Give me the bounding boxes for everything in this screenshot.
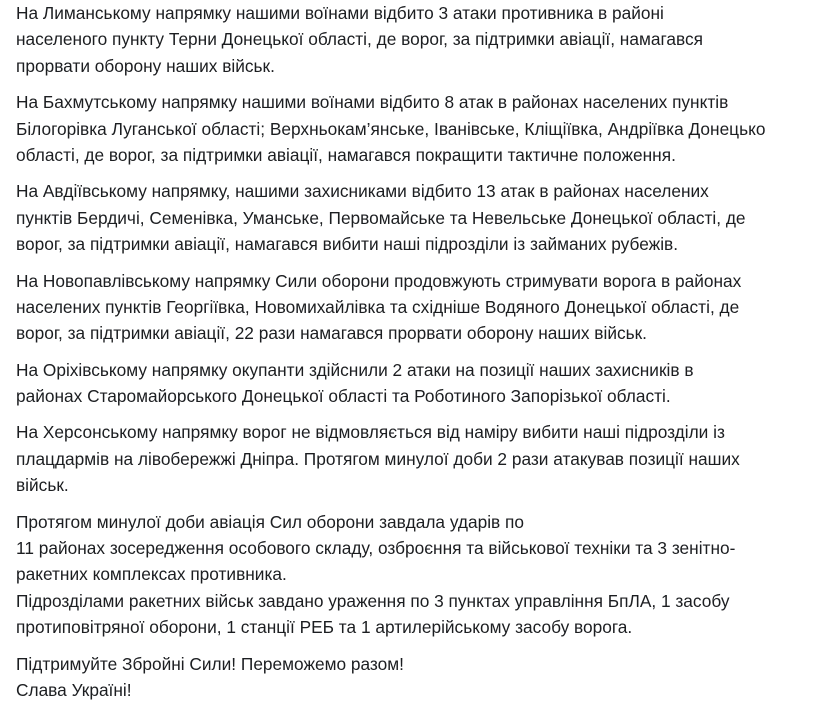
post-text-body	[16, 0, 821, 703]
text-line: ворог, за підтримки авіації, 22 рази намагався прорвати оборону наших військ.	[16, 323, 647, 344]
text-line: районах Старомайорського Донецької області та Роботиного Запорізької області.	[16, 386, 671, 407]
text-line: На Лиманському напрямку нашими воїнами відбито 3 атаки противника в районі	[16, 3, 664, 23]
text-line: Підрозділами ракетних військ завдано ураження по 3 пунктах управління БпЛА, 1 засобу	[16, 590, 730, 611]
text-line: ворог, за підтримки авіації, намагався вибити наші підрозділи із займаних рубежів.	[16, 234, 679, 255]
text-line: 11 районах зосередження особового складу, озброєння та військової техніки та 3 зенітно-	[16, 538, 736, 559]
paragraph-strikes-summary	[16, 509, 821, 641]
paragraph-kherson-direction	[16, 419, 821, 498]
paragraph-avdiivka-direction	[16, 178, 821, 257]
text-line: На Оріхівському напрямку окупанти здійснили 2 атаки на позиції наших захисників в	[16, 359, 694, 380]
text-line: На Херсонському напрямку ворог не відмовляється від наміру вибити наші підрозділи із	[16, 422, 725, 443]
text-line: військ.	[16, 475, 69, 496]
paragraph-orikhiv-direction	[16, 357, 821, 410]
text-line: На Новопавлівському напрямку Сили оборони продовжують стримувати ворога в районах	[16, 270, 742, 291]
text-line: області, де ворог, за підтримки авіації, намагався покращити тактичне положення.	[16, 144, 676, 165]
paragraph-bakhmut-direction	[16, 89, 821, 168]
paragraph-closing-slogan	[16, 651, 821, 703]
text-line: ракетних комплексах противника.	[16, 564, 287, 585]
paragraph-lyman-direction	[16, 0, 821, 79]
text-line: Білогорівка Луганської області; Верхньокам’янське, Іванівське, Кліщіївка, Андріївка Донецько	[16, 118, 766, 139]
text-line: Підтримуйте Збройні Сили! Переможемо разом!	[16, 653, 404, 674]
text-line: Слава Україні!	[16, 679, 132, 700]
text-line: Протягом минулої доби авіація Сил оборони завдала ударів по	[16, 511, 524, 532]
text-line: протиповітряної оборони, 1 станції РЕБ та 1 артилерійському засобу ворога.	[16, 617, 633, 638]
text-line: пунктів Бердичі, Семенівка, Уманське, Первомайське та Невельське Донецької області, де	[16, 207, 746, 228]
text-line: На Авдіївському напрямку, нашими захисниками відбито 13 атак в районах населених	[16, 181, 709, 202]
paragraph-novopavlivka-direction	[16, 268, 821, 347]
text-line: прорвати оборону наших військ.	[16, 55, 275, 76]
text-line: плацдармів на лівобережжі Дніпра. Протягом минулої доби 2 рази атакував позиції наших	[16, 448, 740, 469]
text-line: На Бахмутському напрямку нашими воїнами відбито 8 атак в районах населених пунктів	[16, 92, 729, 113]
text-line: населених пунктів Георгіївка, Новомихайлівка та східніше Водяного Донецької області, де	[16, 296, 740, 317]
text-line: населеного пункту Терни Донецької області, де ворог, за підтримки авіації, намагався	[16, 29, 703, 50]
